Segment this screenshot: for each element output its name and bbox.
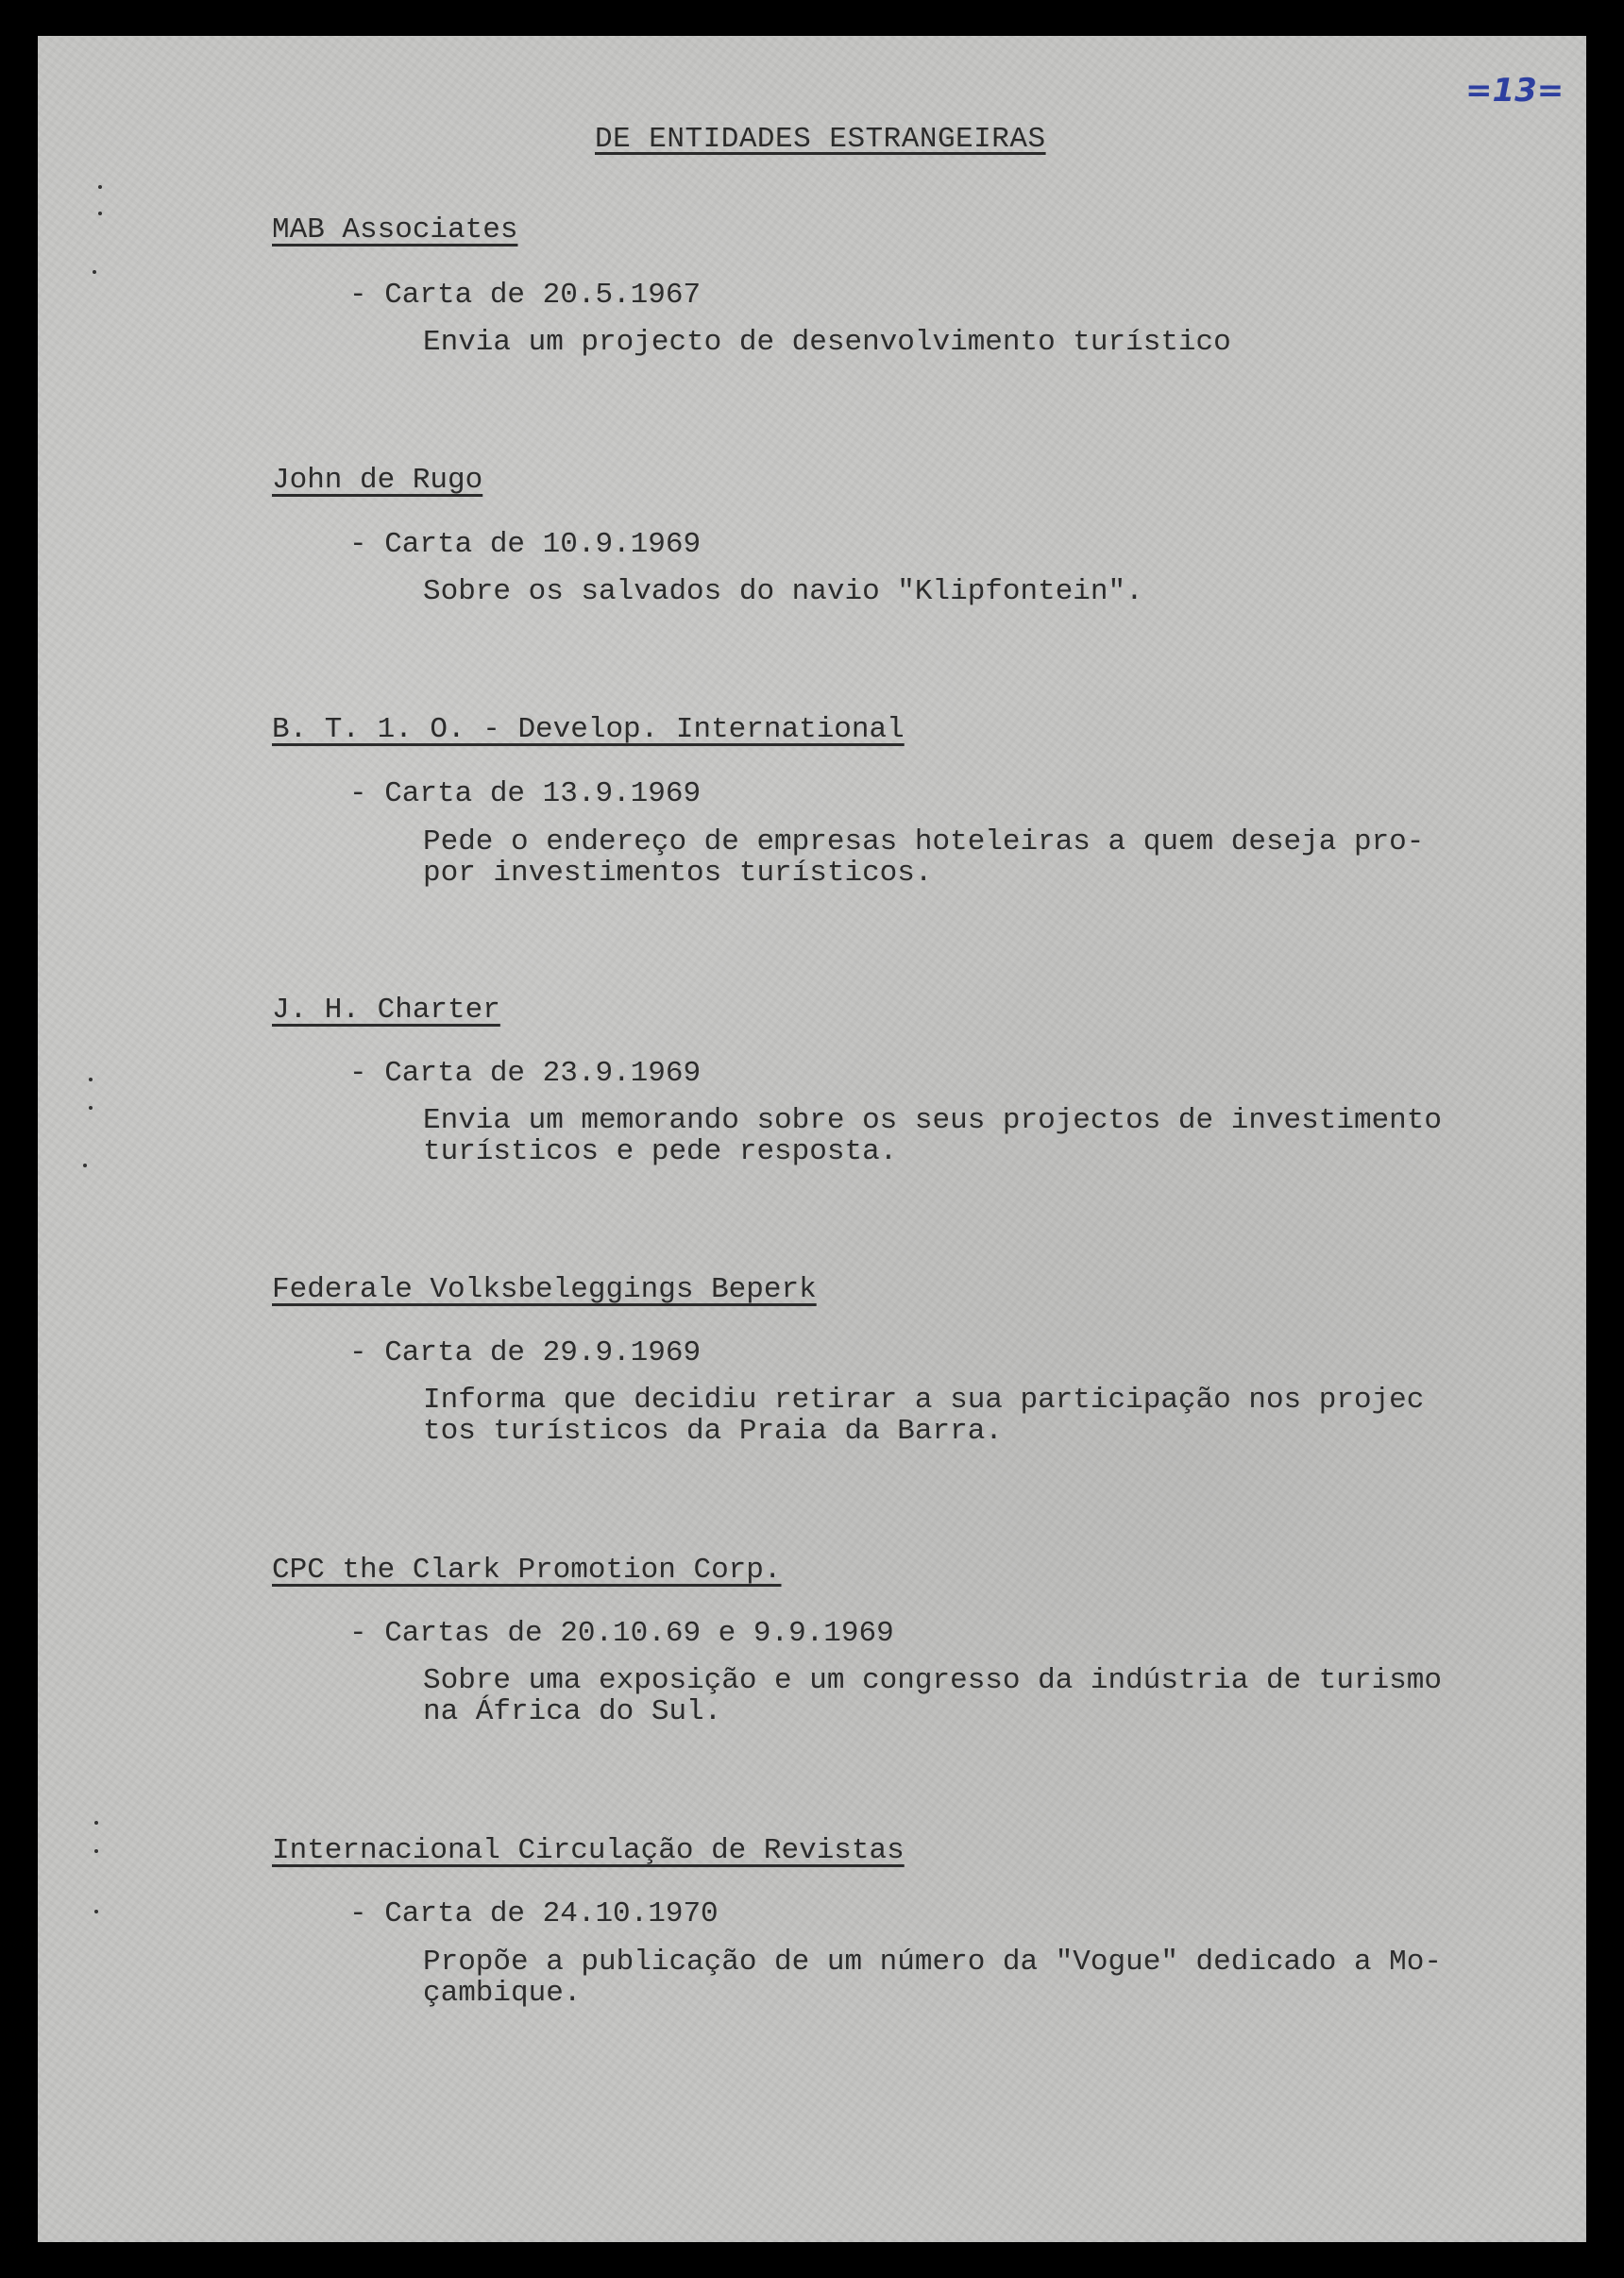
margin-speck: [83, 1164, 87, 1167]
margin-speck: [98, 212, 102, 215]
letter-summary: [423, 826, 1424, 889]
letter-summary: [423, 1665, 1442, 1727]
letter-summary: [423, 327, 1231, 358]
letter-date: - Carta de 24.10.1970: [349, 1897, 719, 1930]
entity-heading: J. H. Charter: [272, 994, 500, 1027]
summary-line: Envia um memorando sobre os seus projectos de investimento: [423, 1104, 1442, 1137]
entity-heading: Federale Volksbeleggings Beperk: [272, 1273, 817, 1306]
summary-line: Sobre uma exposição e um congresso da indústria de turismo: [423, 1664, 1442, 1697]
summary-line: Propõe a publicação de um número da "Vogue" dedicado a Mo-: [423, 1946, 1442, 1979]
margin-speck: [94, 1849, 98, 1853]
margin-speck: [89, 1106, 93, 1110]
summary-line: Envia um projecto de desenvolvimento turístico: [423, 326, 1231, 359]
entity-heading: B. T. 1. O. - Develop. International: [272, 713, 905, 746]
summary-line: por investimentos turísticos.: [423, 857, 933, 890]
letter-summary: [423, 1946, 1442, 2009]
letter-date: - Cartas de 20.10.69 e 9.9.1969: [349, 1617, 894, 1650]
margin-speck: [94, 1910, 98, 1913]
entity-heading: John de Rugo: [272, 464, 483, 497]
document-title: DE ENTIDADES ESTRANGEIRAS: [595, 123, 1046, 156]
letter-date: - Carta de 23.9.1969: [349, 1057, 702, 1090]
margin-speck: [89, 1078, 93, 1081]
letter-summary: [423, 1105, 1442, 1167]
letter-date: - Carta de 29.9.1969: [349, 1336, 702, 1369]
summary-line: Sobre os salvados do navio "Klipfontein".: [423, 575, 1143, 608]
summary-line: turísticos e pede resposta.: [423, 1135, 898, 1168]
letter-date: - Carta de 10.9.1969: [349, 528, 702, 561]
margin-speck: [98, 185, 102, 189]
letter-date: - Carta de 20.5.1967: [349, 279, 702, 312]
summary-line: çambique.: [423, 1977, 582, 2010]
page-number: =13=: [1465, 72, 1565, 110]
entity-heading: CPC the Clark Promotion Corp.: [272, 1554, 782, 1587]
letter-date: - Carta de 13.9.1969: [349, 777, 702, 810]
margin-speck: [94, 1821, 98, 1825]
entity-heading: MAB Associates: [272, 213, 518, 246]
margin-speck: [93, 270, 96, 274]
letter-summary: [423, 1385, 1424, 1447]
summary-line: na África do Sul.: [423, 1695, 722, 1728]
summary-line: tos turísticos da Praia da Barra.: [423, 1415, 1003, 1448]
summary-line: Pede o endereço de empresas hoteleiras a quem deseja pro-: [423, 825, 1425, 858]
letter-summary: [423, 576, 1143, 607]
summary-line: Informa que decidiu retirar a sua participação nos projec: [423, 1384, 1425, 1417]
entity-heading: Internacional Circulação de Revistas: [272, 1834, 905, 1867]
